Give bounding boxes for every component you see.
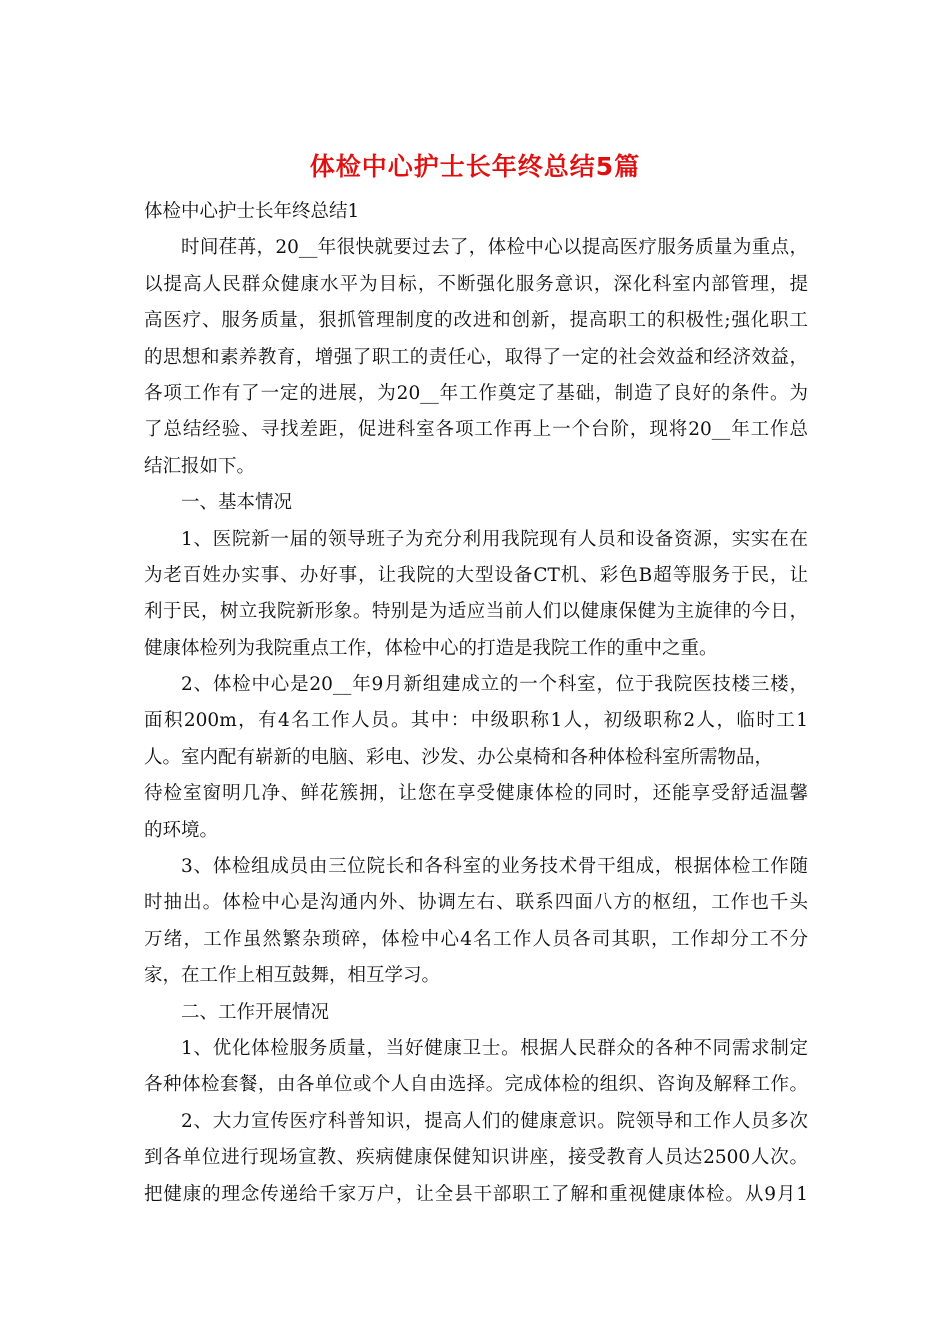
text-line: 把健康的理念传递给千家万户，让全县干部职工了解和重视健康体检。从9月1 [144, 1183, 808, 1205]
text-line: 到各单位进行现场宣教、疾病健康保健知识讲座，接受教育人员达2500人次。 [144, 1147, 808, 1169]
text-line: 家，在工作上相互鼓舞，相互学习。 [144, 965, 441, 987]
text-line: 为老百姓办实事、办好事，让我院的大型设备CT机、彩色B超等服务于民，让 [144, 564, 808, 586]
text-line: 时间荏苒，20__年很快就要过去了，体检中心以提高医疗服务质量为重点， [181, 237, 808, 259]
text-line: 的环境。 [144, 819, 219, 841]
text-line: 了总结经验、寻找差距，促进科室各项工作再上一个台阶，现将20__年工作总 [144, 419, 808, 441]
text-line: 2、体检中心是20__年9月新组建成立的一个科室，位于我院医技楼三楼， [181, 674, 808, 696]
text-line: 1、医院新一届的领导班子为充分利用我院现有人员和设备资源，实实在在 [181, 528, 808, 550]
text-line: 各项工作有了一定的进展，为20__年工作奠定了基础，制造了良好的条件。为 [144, 382, 808, 404]
document-title: 体检中心护士长年终总结5篇 [309, 152, 641, 181]
text-line: 3、体检组成员由三位院长和各科室的业务技术骨干组成，根据体检工作随 [181, 856, 808, 878]
text-line: 各种体检套餐，由各单位或个人自由选择。完成体检的组织、咨询及解释工作。 [144, 1074, 808, 1096]
text-line: 待检室窗明几净、鲜花簇拥，让您在享受健康体检的同时，还能享受舒适温馨 [144, 783, 808, 805]
text-line: 1、优化体检服务质量，当好健康卫士。根据人民群众的各种不同需求制定 [181, 1037, 808, 1059]
text-line: 高医疗、服务质量，狠抓管理制度的改进和创新，提高职工的积极性;强化职工 [144, 310, 808, 332]
text-line: 时抽出。体检中心是沟通内外、协调左右、联系四面八方的枢纽，工作也千头 [144, 892, 808, 914]
text-line: 面积200m，有4名工作人员。其中：中级职称1人，初级职称2人，临时工1 [144, 710, 808, 732]
text-line: 利于民，树立我院新形象。特别是为适应当前人们以健康保健为主旋律的今日， [144, 601, 808, 623]
text-line: 2、大力宣传医疗科普知识，提高人们的健康意识。院领导和工作人员多次 [181, 1110, 808, 1132]
text-line: 万绪，工作虽然繁杂琐碎，体检中心4名工作人员各司其职，工作却分工不分 [144, 928, 808, 950]
text-line: 健康体检列为我院重点工作，体检中心的打造是我院工作的重中之重。 [144, 637, 718, 659]
text-line: 人。室内配有崭新的电脑、彩电、沙发、办公桌椅和各种体检科室所需物品， [144, 746, 774, 768]
text-line: 的思想和素养教育，增强了职工的责任心，取得了一定的社会效益和经济效益， [144, 346, 808, 368]
document-body [144, 194, 808, 1213]
text-line: 一、基本情况 [181, 492, 293, 514]
text-line: 二、工作开展情况 [181, 1001, 330, 1023]
text-line: 结汇报如下。 [144, 455, 256, 477]
text-line: 以提高人民群众健康水平为目标，不断强化服务意识，深化科室内部管理，提 [144, 273, 808, 295]
text-line: 体检中心护士长年终总结1 [144, 201, 360, 222]
